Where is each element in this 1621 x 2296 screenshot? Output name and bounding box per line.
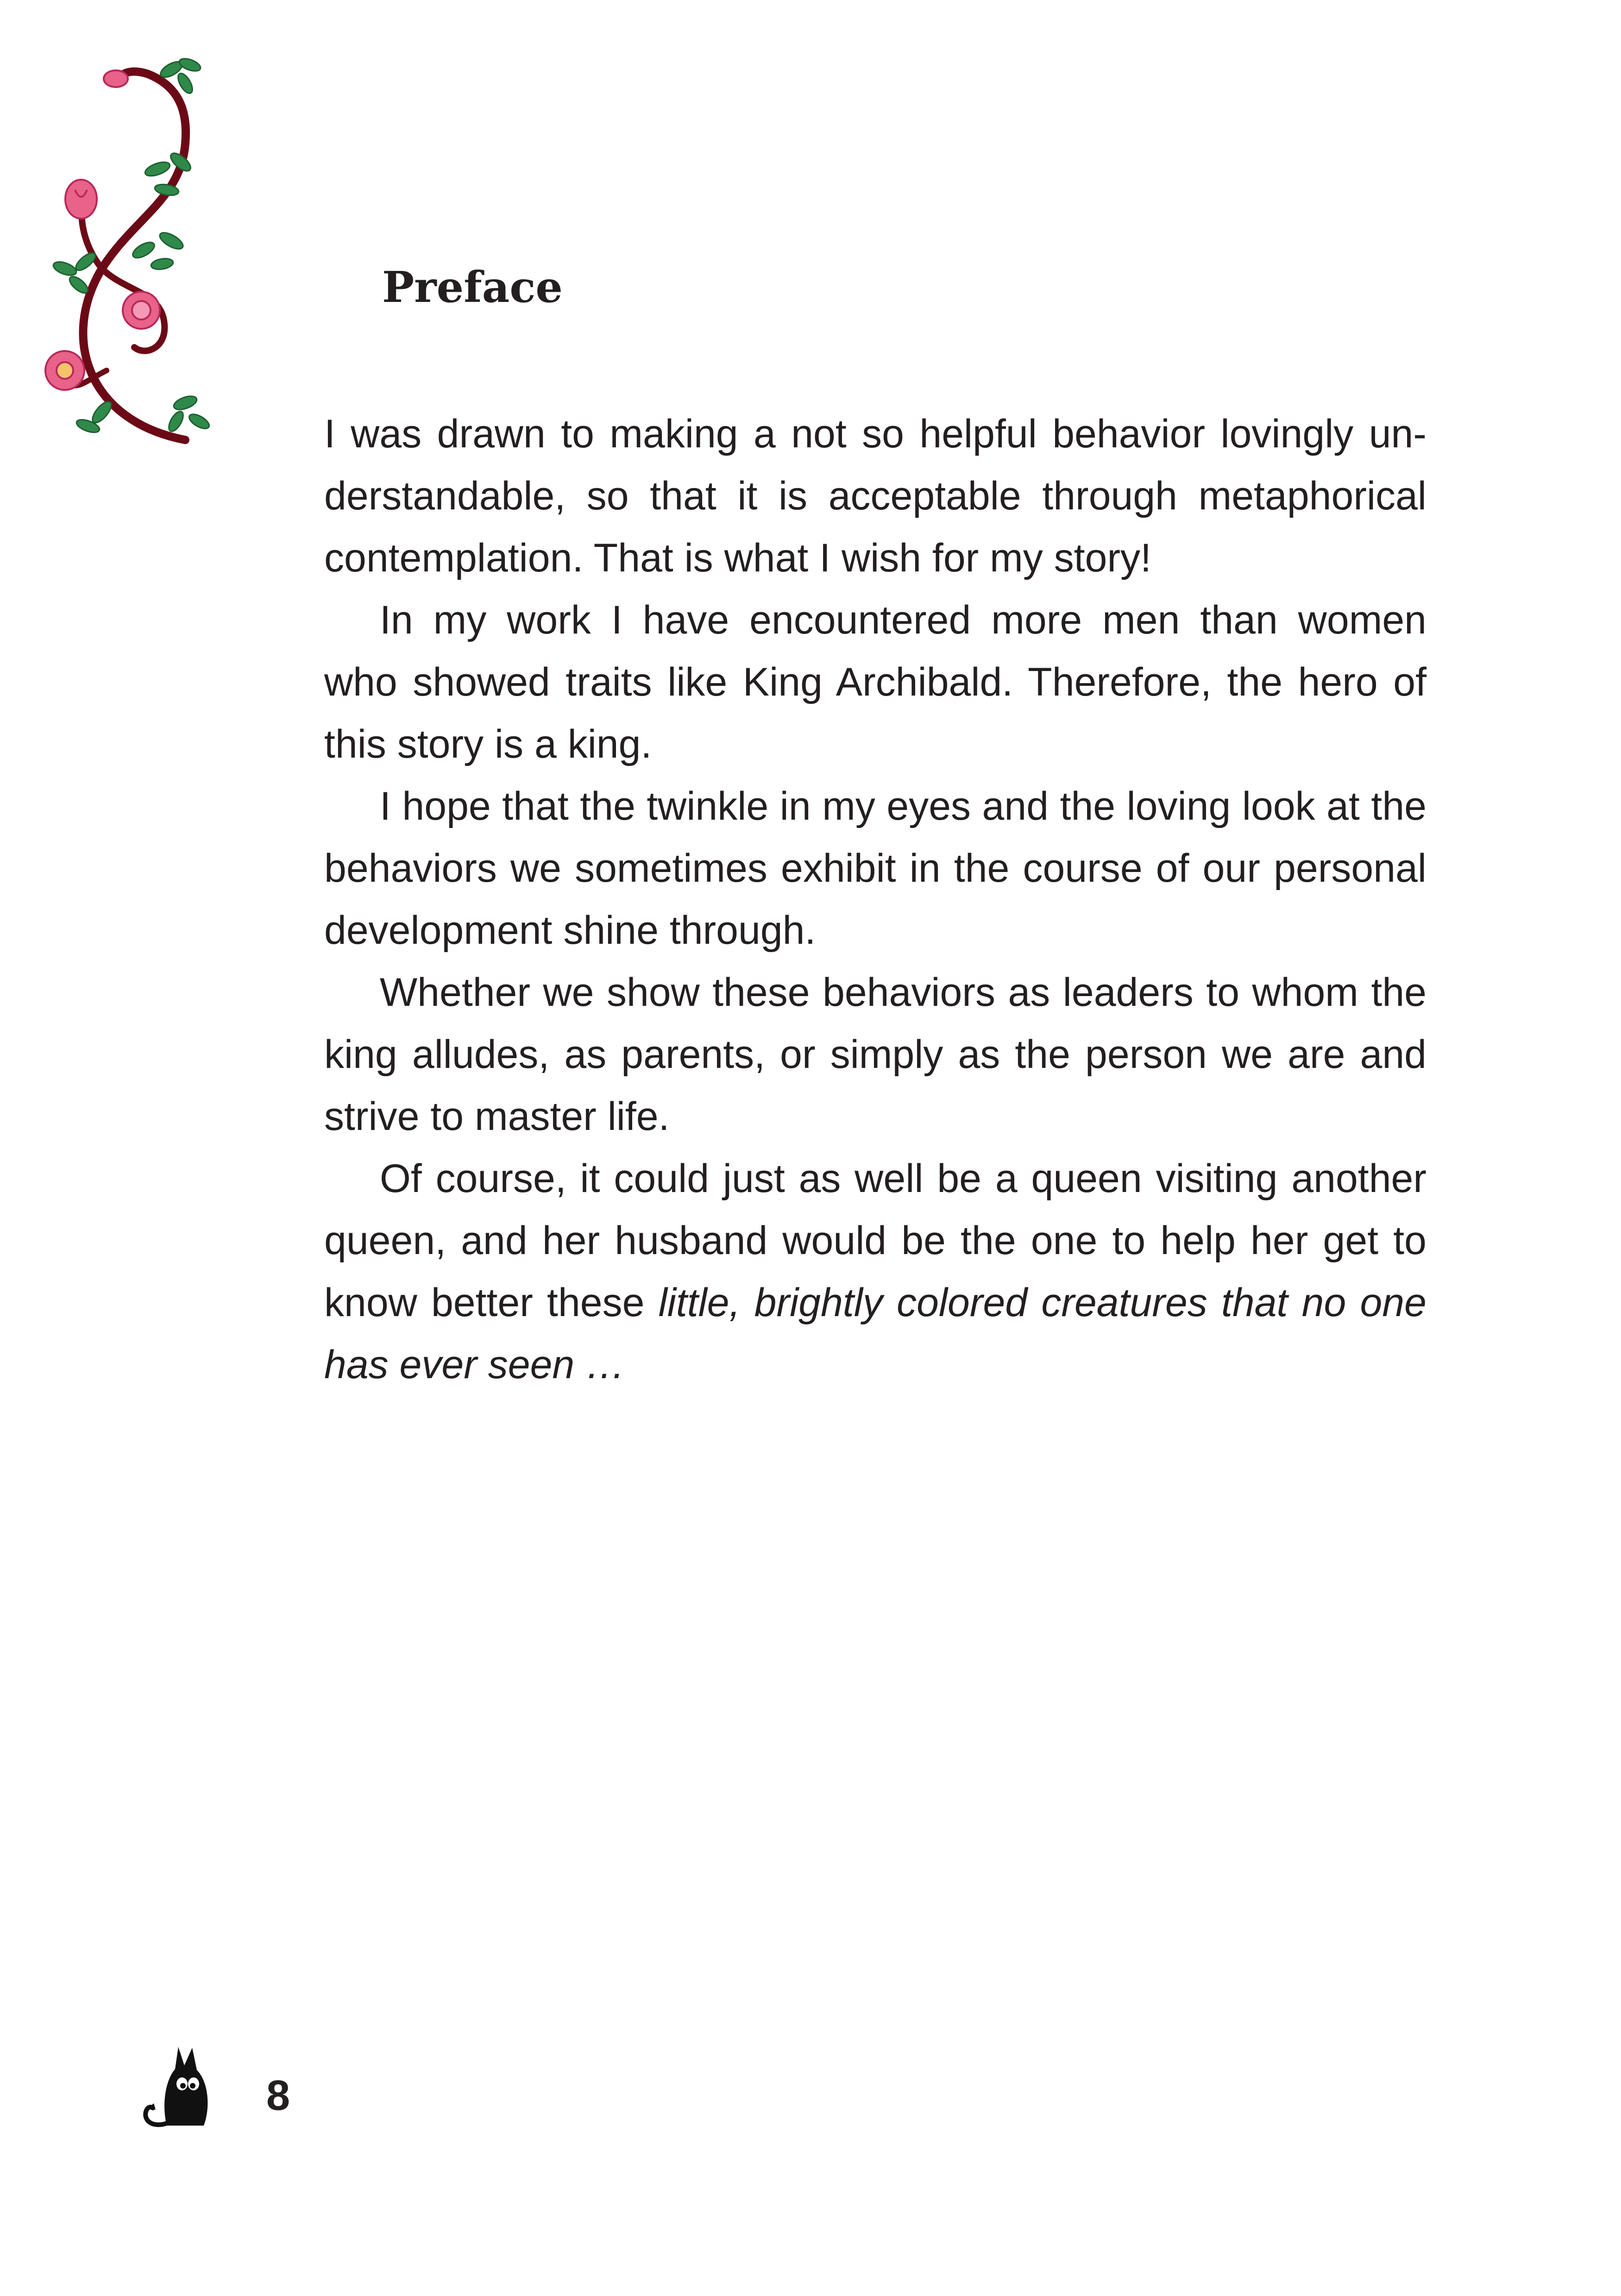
paragraph: Whether we show these behaviors as leaders to whom the king alludes, as parents, or simply as the person we are and strive to master life. bbox=[324, 970, 1426, 1139]
page-number: 8 bbox=[266, 2072, 290, 2119]
preface-body bbox=[324, 403, 1426, 1396]
paragraph bbox=[324, 1148, 1426, 1396]
rose-vine-ornament-icon bbox=[32, 51, 227, 477]
paragraph: In my work I have encountered more men than women who showed traits like King Archibald. Therefore, the hero of this story is a king. bbox=[324, 598, 1426, 766]
black-cat-icon bbox=[134, 2038, 218, 2135]
paragraph-italic-text: little, brightly colored creatures that no one has ever seen … bbox=[324, 1280, 1426, 1387]
page-title: Preface bbox=[382, 262, 563, 312]
paragraph: I was drawn to making a not so helpful behavior lovingly understandable, so that it is acceptable through metaphorical contemplation. That is what I wish for my story! bbox=[324, 412, 1426, 580]
paragraph-text: Of course, it could just as well be a queen visiting another queen, and her husband would be the one to help her get to know better these bbox=[324, 1156, 1426, 1325]
paragraph: I hope that the twinkle in my eyes and the loving look at the behaviors we sometimes exhibit in the course of our personal development shine through. bbox=[324, 784, 1426, 953]
